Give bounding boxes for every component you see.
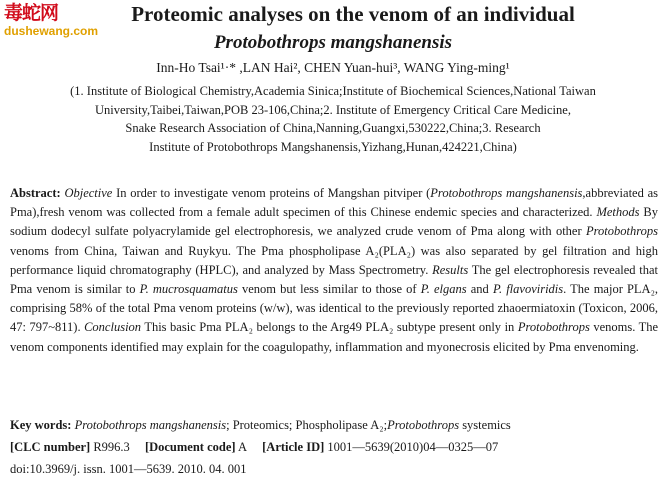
- objective-label: Objective: [64, 186, 113, 200]
- methods-text: venoms from China, Taiwan and Ruykyu. The Pma phospholipase A₂(PLA₂) was also separated by gel filtration and high performance liquid chromatography (HPLC), and analyzed by Mass Spectrometry.: [10, 243, 658, 277]
- clc-value: R996.3: [93, 440, 130, 454]
- methods-text: By sodium dodecyl sulfate polyacrylamide gel electrophoresis, we analyzed crude venom of Pma along with other: [10, 205, 659, 239]
- classification-line: [10, 440, 498, 455]
- paper-title-species: Protobothrops mangshanensis: [213, 32, 453, 53]
- document-code-value: A: [237, 440, 248, 454]
- abstract-paragraph: [10, 184, 658, 357]
- affiliation-line: Snake Research Association of China,Nanning,Guangxi,530222,China;3. Research: [125, 121, 541, 135]
- results-label: Results: [432, 262, 469, 277]
- results-text: venom but less similar to those of: [241, 282, 417, 297]
- keyword-species: Protobothrops mangshanensis: [74, 418, 227, 432]
- article-id-label: [Article ID]: [262, 440, 325, 454]
- results-text: . The major PLA₂, comprising 58% of the total Pma venom proteins (w/w), was identical to the previously reported zhaoermiatoxin (Toxicon, 2006, 47: 797~811).: [10, 282, 659, 335]
- conclusion-text: venoms. The venom components identified may explain for the coagulopathy, inflammation and myonecrosis elicited by Pma envenoming.: [10, 320, 659, 354]
- objective-text: ,abbreviated as Pma),fresh venom was collected from a female adult specimen of this Chinese endemic species and characterized.: [10, 186, 659, 220]
- keyword-text: systemics: [462, 418, 511, 432]
- affiliations: [0, 82, 666, 156]
- keyword-text: ; Proteomics; Phospholipase A₂;: [226, 418, 388, 432]
- affiliation-line: Institute of Protobothrops Mangshanensis,Yizhang,Hunan,424221,China): [149, 139, 517, 154]
- doi-line: doi:10.3969/j. issn. 1001—5639. 2010. 04. 001: [10, 462, 247, 476]
- species-name: Protobothrops mangshanensis: [430, 186, 583, 200]
- conclusion-label: Conclusion: [84, 320, 142, 335]
- abstract-label: Abstract:: [10, 186, 61, 200]
- genus-name: Protobothrops: [517, 320, 590, 335]
- affiliation-line: University,Taibei,Taiwan,POB 23-106,China;2. Institute of Emergency Critical Care Medicine,: [95, 102, 571, 117]
- clc-label: [CLC number]: [10, 440, 91, 454]
- methods-label: Methods: [596, 205, 640, 220]
- article-id-value: 1001—5639(2010)04—0325—07: [327, 440, 499, 454]
- document-code-label: [Document code]: [144, 440, 236, 454]
- affiliation-line: (1. Institute of Biological Chemistry,Academia Sinica;Institute of Biochemical Sciences,National Taiwan: [70, 84, 596, 98]
- species-name: P. elgans: [420, 282, 467, 297]
- site-watermark: [4, 4, 98, 38]
- keyword-genus: Protobothrops: [387, 418, 460, 432]
- species-name: P. flavoviridis: [492, 282, 564, 297]
- objective-text: In order to investigate venom proteins of Mangshan pitviper (: [116, 186, 431, 200]
- species-name: P. mucrosquamatus: [139, 282, 238, 297]
- author-list: Inn-Ho Tsai¹·* ,LAN Hai², CHEN Yuan-hui³, WANG Ying-ming¹: [156, 60, 510, 75]
- results-text: and: [470, 282, 489, 297]
- keywords-label: Key words:: [10, 418, 72, 432]
- keywords-line: [10, 418, 511, 433]
- conclusion-text: This basic Pma PLA₂ belongs to the Arg49 PLA₂ subtype present only in: [144, 320, 515, 335]
- watermark-chinese-text: 毒蛇网: [4, 3, 59, 24]
- genus-name: Protobothrops: [586, 224, 659, 239]
- watermark-url: dushewang.com: [4, 23, 99, 38]
- results-text: The gel electrophoresis revealed that Pma venom is similar to: [10, 262, 659, 297]
- paper-title-line1: Proteomic analyses on the venom of an individual: [131, 2, 575, 26]
